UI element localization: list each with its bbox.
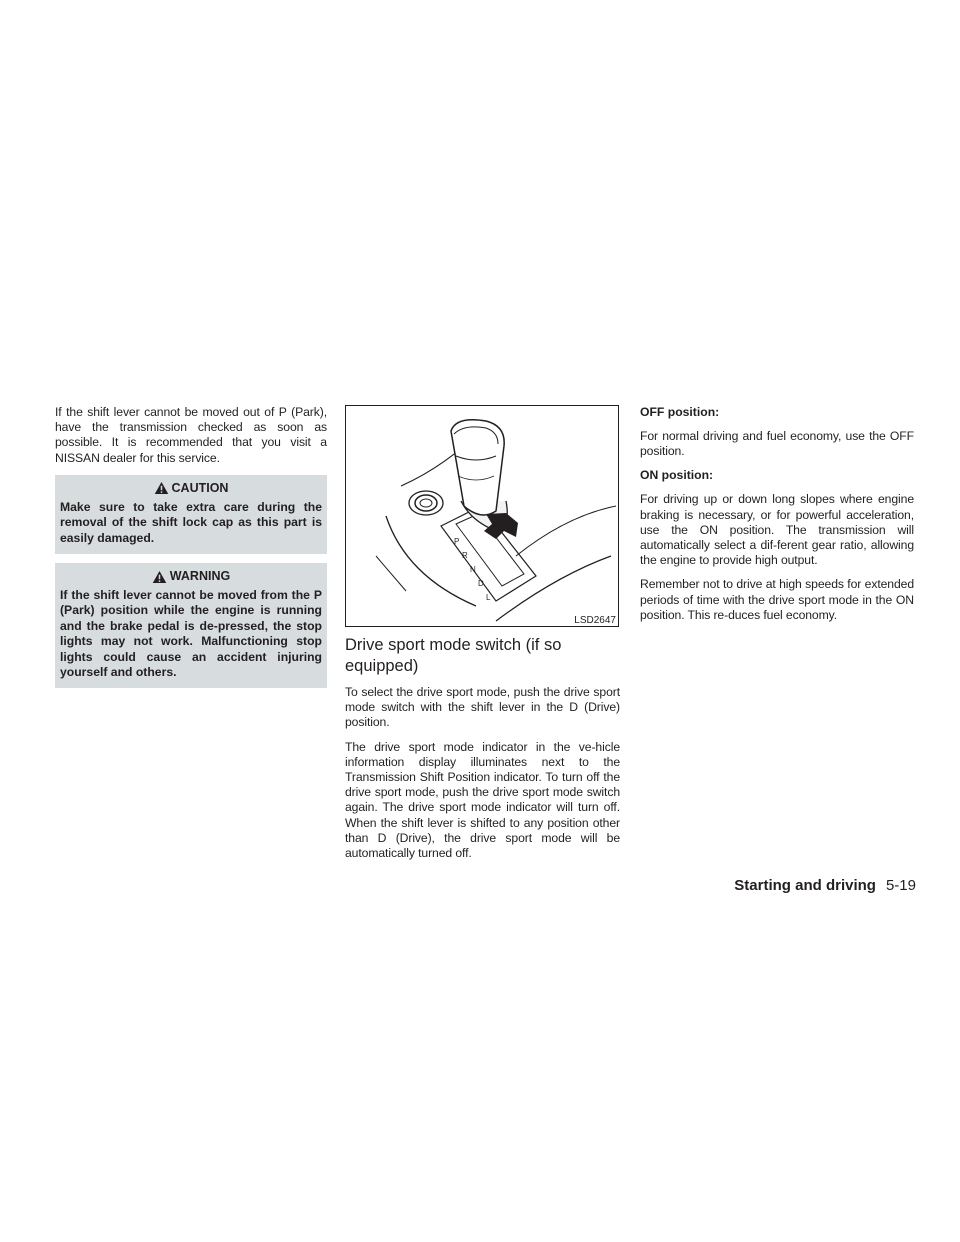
warning-triangle-icon — [154, 481, 169, 495]
shift-lever-drawing — [346, 406, 618, 626]
right-column — [640, 405, 914, 632]
warning-triangle-icon — [152, 570, 167, 584]
page-footer — [734, 876, 916, 896]
off-position-heading: OFF position: — [640, 405, 720, 419]
left-column — [55, 405, 327, 697]
reminder-paragraph: Remember not to drive at high speeds for extended periods of time with the drive sport mode in the ON position. This re-duces fuel economy. — [640, 577, 914, 622]
figure-code: LSD2647 — [574, 615, 616, 626]
page-number: 5-19 — [885, 877, 916, 894]
chapter-title: Starting and driving — [734, 877, 876, 894]
shift-lever-illustration — [345, 405, 619, 627]
caution-box — [55, 475, 327, 554]
warning-header — [60, 568, 322, 585]
intro-paragraph: If the shift lever cannot be moved out of P (Park), have the transmission checked as soon as possible. It is recommended that you visit a NISSAN dealer for this service. — [55, 405, 327, 465]
gear-letter: D — [478, 579, 484, 588]
gear-letter: P — [454, 537, 460, 546]
warning-label: WARNING — [169, 569, 231, 584]
drive-sport-paragraph-1: To select the drive sport mode, push the drive sport mode switch with the shift lever in the D (Drive) position. — [345, 685, 620, 730]
caution-header — [60, 480, 322, 497]
off-position-text: For normal driving and fuel economy, use the OFF position. — [640, 429, 914, 459]
warning-text: If the shift lever cannot be moved from the P (Park) position while the engine is running and the brake pedal is de-pressed, the stop lights may not work. Malfunctioning stop lights could cause an accident injuring yourself and others. — [60, 588, 322, 680]
on-position-text: For driving up or down long slopes where engine braking is necessary, or for powerful acceleration, use the ON position. The transmission will automatically select a dif-ferent gear ratio, allowing the engine to provide high output. — [640, 492, 914, 568]
caution-label: CAUTION — [171, 480, 229, 495]
section-heading: Drive sport mode switch (if so equipped) — [345, 636, 562, 675]
drive-sport-paragraph-2: The drive sport mode indicator in the ve-hicle information display illuminates next to the Transmission Shift Position indicator. To turn off the drive sport mode, push the drive sport mode switch again. The drive sport mode indicator will turn off. When the shift lever is shifted to any position other than D (Drive), the drive sport mode will be automatically turned off. — [345, 739, 620, 861]
gear-letter: L — [486, 593, 491, 602]
middle-column — [345, 405, 620, 870]
caution-text: Make sure to take extra care during the removal of the shift lock cap as this part is easily damaged. — [60, 499, 322, 545]
gear-letter: R — [462, 551, 468, 560]
warning-box — [55, 563, 327, 688]
gear-letter: N — [470, 565, 476, 574]
on-position-heading: ON position: — [640, 468, 714, 483]
